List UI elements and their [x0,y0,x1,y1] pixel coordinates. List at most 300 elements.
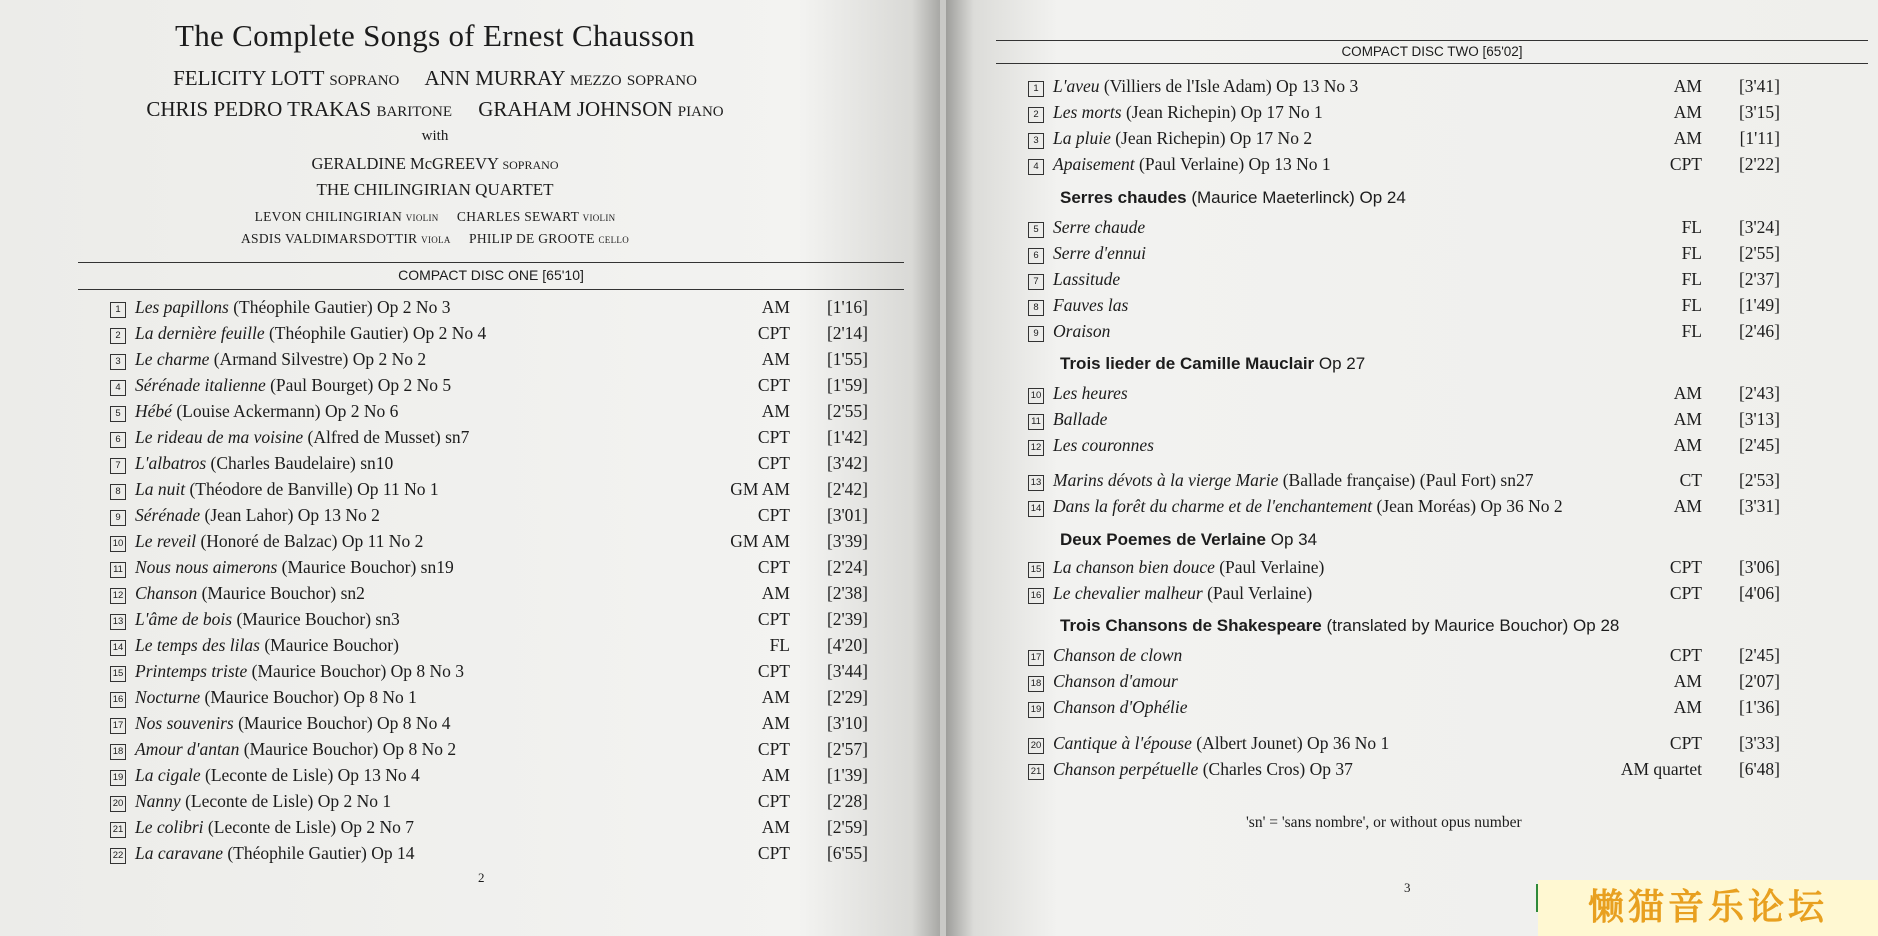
track-row [110,713,868,739]
performer-initials: CPT [757,505,790,525]
song-details: (Paul Verlaine) [1202,583,1313,603]
song-title: Le reveil [135,531,197,551]
song-title: Oraison [1053,321,1111,341]
track-row [110,765,868,791]
song-title: Chanson perpétuelle [1053,759,1199,779]
song-title: Le charme [135,349,210,369]
track-number-box: 8 [1028,300,1044,316]
track-title-line [135,661,464,682]
track-title-line [1053,470,1534,491]
performer-role: piano [677,97,724,121]
song-title: Le rideau de ma voisine [135,427,304,447]
track-title-line [135,609,400,630]
song-details: (Albert Jounet) Op 36 No 1 [1191,733,1390,753]
performer-initials: CPT [757,791,790,811]
song-title: Hébé [135,401,172,421]
performer-initials: AM [1673,76,1702,96]
track-number-box: 10 [1028,388,1044,404]
forum-watermark: 懒猫音乐论坛 [1538,880,1878,936]
song-details: (Jean Lahor) Op 13 No 2 [200,505,380,525]
track-title-line [1053,76,1358,97]
song-details: (Alfred de Musset) sn7 [303,427,470,447]
song-title: Lassitude [1053,269,1121,289]
performer-initials: FL [1681,217,1702,237]
track-title-line [1053,321,1110,342]
song-details: (Charles Cros) Op 37 [1198,759,1353,779]
track-title-line [135,713,450,734]
song-title: La pluie [1053,128,1111,148]
performer-initials: CPT [1669,733,1702,753]
performer-initials: GM AM [730,531,790,551]
cycle-details: (translated by Maurice Bouchor) Op 28 [1321,616,1620,635]
performer-role: viola [421,231,451,246]
track-duration: [2'46] [1738,321,1780,341]
track-row [1028,733,1780,759]
track-row [1028,295,1780,321]
track-title-line [1053,269,1120,290]
credit-line-1 [0,66,870,91]
track-duration: [3'13] [1738,409,1780,429]
track-duration: [3'44] [826,661,868,681]
track-title-line [135,557,454,578]
track-title-line [1053,128,1312,149]
track-number-box: 15 [110,666,126,682]
performer-initials: AM [1673,671,1702,691]
performer-initials: CPT [757,323,790,343]
performer-initials: AM quartet [1620,759,1702,779]
track-number-box: 13 [1028,475,1044,491]
track-row [110,531,868,557]
performer-name: CHRIS PEDRO TRAKAS [146,97,372,121]
performer-initials: CPT [757,739,790,759]
performer-initials: AM [761,687,790,707]
performer-initials: AM [761,817,790,837]
track-title-line [135,817,414,838]
track-number-box: 11 [110,562,126,578]
track-duration: [2'24] [826,557,868,577]
track-number-box: 18 [1028,676,1044,692]
performer-initials: CPT [757,557,790,577]
track-row [1028,557,1780,583]
performer-initials: AM [1673,496,1702,516]
song-title: Les couronnes [1053,435,1154,455]
track-row [110,557,868,583]
track-duration: [2'55] [826,401,868,421]
track-duration: [3'15] [1738,102,1780,122]
track-number-box: 14 [110,640,126,656]
cycle-title: Serres chaudes [1060,188,1187,207]
track-title-line [135,843,414,864]
track-duration: [2'29] [826,687,868,707]
track-row [1028,128,1780,154]
performer-initials: AM [761,583,790,603]
track-row [110,401,868,427]
track-number-box: 20 [110,796,126,812]
performer-name: CHARLES SEWART [456,209,579,224]
track-number-box: 17 [110,718,126,734]
track-number-box: 19 [110,770,126,786]
track-title-line [135,401,398,422]
track-number-box: 4 [1028,159,1044,175]
song-title: Nous nous aimerons [135,557,278,577]
credit-line-4 [0,209,870,225]
song-details: (Maurice Bouchor) sn19 [277,557,454,577]
performer-initials: AM [761,349,790,369]
track-row [1028,217,1780,243]
performer-initials: CPT [757,453,790,473]
song-title: La dernière feuille [135,323,265,343]
performer-role: soprano [502,154,559,173]
track-row [1028,645,1780,671]
performer-initials: AM [761,765,790,785]
performer-name: PHILIP DE GROOTE [469,231,595,246]
track-duration: [2'57] [826,739,868,759]
song-title: Sérénade [135,505,201,525]
track-duration: [2'22] [1738,154,1780,174]
performer-initials: FL [1681,269,1702,289]
song-details: (Maurice Bouchor) sn2 [197,583,365,603]
song-title: Chanson de clown [1053,645,1183,665]
song-details: (Villiers de l'Isle Adam) Op 13 No 3 [1099,76,1359,96]
track-title-line [135,427,469,448]
track-number-box: 21 [1028,764,1044,780]
song-details: (Théodore de Banville) Op 11 No 1 [185,479,439,499]
performer-role: violin [582,209,616,224]
track-row [110,817,868,843]
track-number-box: 12 [1028,440,1044,456]
cycle-details: Op 34 [1266,530,1318,549]
song-title: La caravane [135,843,223,863]
track-duration: [3'06] [1738,557,1780,577]
performer-role: violin [405,209,439,224]
song-title: Cantique à l'épouse [1053,733,1192,753]
song-details: (Paul Verlaine) [1214,557,1325,577]
track-duration: [3'24] [1738,217,1780,237]
song-title: Marins dévots à la vierge Marie [1053,470,1279,490]
track-row [1028,269,1780,295]
track-title-line [1053,435,1154,456]
track-row [110,349,868,375]
track-number-box: 3 [1028,133,1044,149]
page-number: 3 [1404,880,1411,895]
song-title: Les morts [1053,102,1122,122]
track-number-box: 11 [1028,414,1044,430]
track-row [1028,759,1780,785]
track-number-box: 10 [110,536,126,552]
track-title-line [1053,102,1323,123]
track-number-box: 2 [110,328,126,344]
track-title-line [1053,645,1182,666]
song-details: (Maurice Bouchor) sn3 [232,609,400,629]
track-number-box: 16 [1028,588,1044,604]
song-details: (Paul Verlaine) Op 13 No 1 [1134,154,1331,174]
track-duration: [1'42] [826,427,868,447]
song-details: (Jean Moréas) Op 36 No 2 [1372,496,1563,516]
song-details: (Maurice Bouchor) Op 8 No 3 [247,661,465,681]
track-row [110,323,868,349]
song-details: (Théophile Gautier) Op 2 No 4 [264,323,487,343]
song-title: Sérénade italienne [135,375,266,395]
track-title-line [135,505,380,526]
performer-role: soprano [329,66,400,90]
track-number-box: 12 [110,588,126,604]
track-row [110,297,868,323]
song-cycle-heading [1060,530,1317,550]
track-title-line [1053,671,1178,692]
track-row [110,505,868,531]
song-details: (Théophile Gautier) Op 14 [222,843,415,863]
sn-footnote: 'sn' = 'sans nombre', or without opus number [1246,814,1522,831]
song-details: (Maurice Bouchor) Op 8 No 1 [200,687,417,707]
track-row [110,479,868,505]
song-title: Le temps des lilas [135,635,260,655]
track-title-line [1053,217,1145,238]
cycle-details: Op 27 [1314,354,1366,373]
song-details: (Jean Richepin) Op 17 No 1 [1121,102,1323,122]
track-row [1028,470,1780,496]
track-title-line [1053,383,1128,404]
track-duration: [1'55] [826,349,868,369]
track-duration: [2'07] [1738,671,1780,691]
track-number-box: 1 [1028,81,1044,97]
track-row [1028,76,1780,102]
performer-initials: AM [1673,383,1702,403]
song-details: (Leconte de Lisle) Op 2 No 1 [180,791,392,811]
song-details: (Armand Silvestre) Op 2 No 2 [209,349,427,369]
track-title-line [135,349,426,370]
track-duration: [4'06] [1738,583,1780,603]
track-number-box: 22 [110,848,126,864]
track-duration: [3'33] [1738,733,1780,753]
song-title: La cigale [135,765,201,785]
track-title-line [1053,557,1324,578]
track-row [110,791,868,817]
quartet-name: THE CHILINGIRIAN QUARTET [316,180,554,199]
song-title: Nos souvenirs [135,713,234,733]
performer-initials: GM AM [730,479,790,499]
track-title-line [135,375,451,396]
track-duration: [1'49] [1738,295,1780,315]
track-row [1028,435,1780,461]
page-number: 2 [478,870,485,885]
performer-initials: AM [1673,697,1702,717]
song-title: Le chevalier malheur [1053,583,1203,603]
performer-initials: CPT [757,609,790,629]
cycle-title: Deux Poemes de Verlaine [1060,530,1266,549]
track-duration: [3'39] [826,531,868,551]
song-title: Ballade [1053,409,1108,429]
song-cycle-heading [1060,188,1406,208]
track-title-line [135,453,393,474]
song-title: Fauves las [1053,295,1129,315]
track-duration: [2'38] [826,583,868,603]
performer-initials: FL [1681,243,1702,263]
track-row [110,427,868,453]
with-label: with [421,128,449,144]
track-duration: [3'10] [826,713,868,733]
performer-role: cello [598,231,629,246]
cycle-title: Trois lieder de Camille Mauclair [1060,354,1315,373]
track-title-line [1053,243,1146,264]
track-duration: [2'42] [826,479,868,499]
track-number-box: 2 [1028,107,1044,123]
performer-initials: CPT [1669,557,1702,577]
performer-initials: FL [1681,295,1702,315]
track-row [1028,496,1780,522]
credit-line-3 [0,154,870,174]
track-number-box: 13 [110,614,126,630]
track-duration: [2'45] [1738,645,1780,665]
song-title: La nuit [135,479,186,499]
song-title: La chanson bien douce [1053,557,1215,577]
track-title-line [135,531,423,552]
track-duration: [6'48] [1738,759,1780,779]
track-row [1028,697,1780,723]
album-title: The Complete Songs of Ernest Chausson [175,18,695,53]
performer-initials: CPT [1669,583,1702,603]
song-title: Amour d'antan [135,739,240,759]
song-title: Apaisement [1053,154,1135,174]
track-number-box: 19 [1028,702,1044,718]
disc-two-heading: COMPACT DISC TWO [65'02] [996,40,1868,64]
performer-initials: FL [1681,321,1702,341]
performer-initials: AM [761,713,790,733]
song-title: L'âme de bois [135,609,233,629]
track-title-line [1053,759,1353,780]
song-title: Chanson [135,583,198,603]
performer-name: GRAHAM JOHNSON [478,97,673,121]
track-row [110,739,868,765]
track-row [110,453,868,479]
song-details: (Ballade française) (Paul Fort) sn27 [1278,470,1534,490]
track-number-box: 9 [1028,326,1044,342]
track-duration: [1'39] [826,765,868,785]
track-number-box: 21 [110,822,126,838]
track-number-box: 8 [110,484,126,500]
song-title: Chanson d'amour [1053,671,1178,691]
track-title-line [1053,583,1312,604]
track-duration: [2'28] [826,791,868,811]
track-number-box: 3 [110,354,126,370]
track-row [1028,671,1780,697]
song-cycle-heading [1060,354,1365,374]
track-duration: [2'37] [1738,269,1780,289]
track-number-box: 17 [1028,650,1044,666]
song-details: (Charles Baudelaire) sn10 [206,453,394,473]
track-row [110,687,868,713]
track-title-line [135,583,365,604]
track-duration: [3'31] [1738,496,1780,516]
track-duration: [2'39] [826,609,868,629]
song-title: Le colibri [135,817,204,837]
song-details: (Jean Richepin) Op 17 No 2 [1110,128,1313,148]
track-title-line [135,739,456,760]
performer-initials: AM [1673,409,1702,429]
track-duration: [2'53] [1738,470,1780,490]
track-number-box: 7 [1028,274,1044,290]
song-details: (Paul Bourget) Op 2 No 5 [265,375,452,395]
track-number-box: 5 [1028,222,1044,238]
track-number-box: 6 [1028,248,1044,264]
song-title: Les heures [1053,383,1128,403]
track-title-line [1053,733,1389,754]
track-duration: [1'36] [1738,697,1780,717]
track-title-line [135,765,420,786]
track-duration: [2'43] [1738,383,1780,403]
performer-initials: AM [761,297,790,317]
performer-name: ANN MURRAY [424,66,565,90]
track-row [110,583,868,609]
performer-initials: AM [1673,435,1702,455]
performer-role: baritone [376,97,452,121]
track-duration: [1'11] [1739,128,1780,148]
track-title-line [135,479,439,500]
performer-initials: CPT [1669,154,1702,174]
song-details: (Maurice Bouchor) Op 8 No 4 [233,713,451,733]
song-title: L'aveu [1053,76,1100,96]
track-row [110,375,868,401]
track-row [110,609,868,635]
performer-initials: FL [769,635,790,655]
track-number-box: 6 [110,432,126,448]
track-duration: [3'42] [826,453,868,473]
track-row [1028,321,1780,347]
track-number-box: 20 [1028,738,1044,754]
performer-initials: AM [1673,128,1702,148]
track-row [1028,383,1780,409]
performer-initials: CPT [757,843,790,863]
song-details: (Maurice Bouchor) Op 8 No 2 [239,739,457,759]
track-title-line [135,323,486,344]
song-title: Nocturne [135,687,201,707]
track-row [1028,243,1780,269]
track-title-line [1053,154,1331,175]
performer-initials: AM [761,401,790,421]
track-number-box: 15 [1028,562,1044,578]
track-duration: [2'59] [826,817,868,837]
cycle-details: (Maurice Maeterlinck) Op 24 [1186,188,1406,207]
song-cycle-heading [1060,616,1619,636]
disc-one-heading: COMPACT DISC ONE [65'10] [78,262,904,290]
track-number-box: 5 [110,406,126,422]
song-title: Nanny [135,791,181,811]
track-duration: [1'59] [826,375,868,395]
song-details: (Leconte de Lisle) Op 13 No 4 [200,765,420,785]
track-duration: [3'01] [826,505,868,525]
performer-role: mezzo soprano [569,66,697,90]
track-title-line [135,791,391,812]
track-title-line [1053,295,1128,316]
track-title-line [135,297,450,318]
track-duration: [6'55] [826,843,868,863]
track-title-line [1053,409,1107,430]
performer-initials: CPT [1669,645,1702,665]
song-title: Chanson d'Ophélie [1053,697,1188,717]
song-details: (Louise Ackermann) Op 2 No 6 [171,401,399,421]
performer-name: GERALDINE McGREEVY [311,154,499,173]
performer-name: LEVON CHILINGIRIAN [254,209,403,224]
track-duration: [4'20] [826,635,868,655]
track-duration: [2'55] [1738,243,1780,263]
track-duration: [3'41] [1738,76,1780,96]
song-title: Serre chaude [1053,217,1146,237]
credit-line-5 [0,231,870,247]
track-title-line [135,687,417,708]
track-number-box: 7 [110,458,126,474]
performer-initials: CPT [757,661,790,681]
performer-initials: CPT [757,375,790,395]
song-title: Les papillons [135,297,229,317]
